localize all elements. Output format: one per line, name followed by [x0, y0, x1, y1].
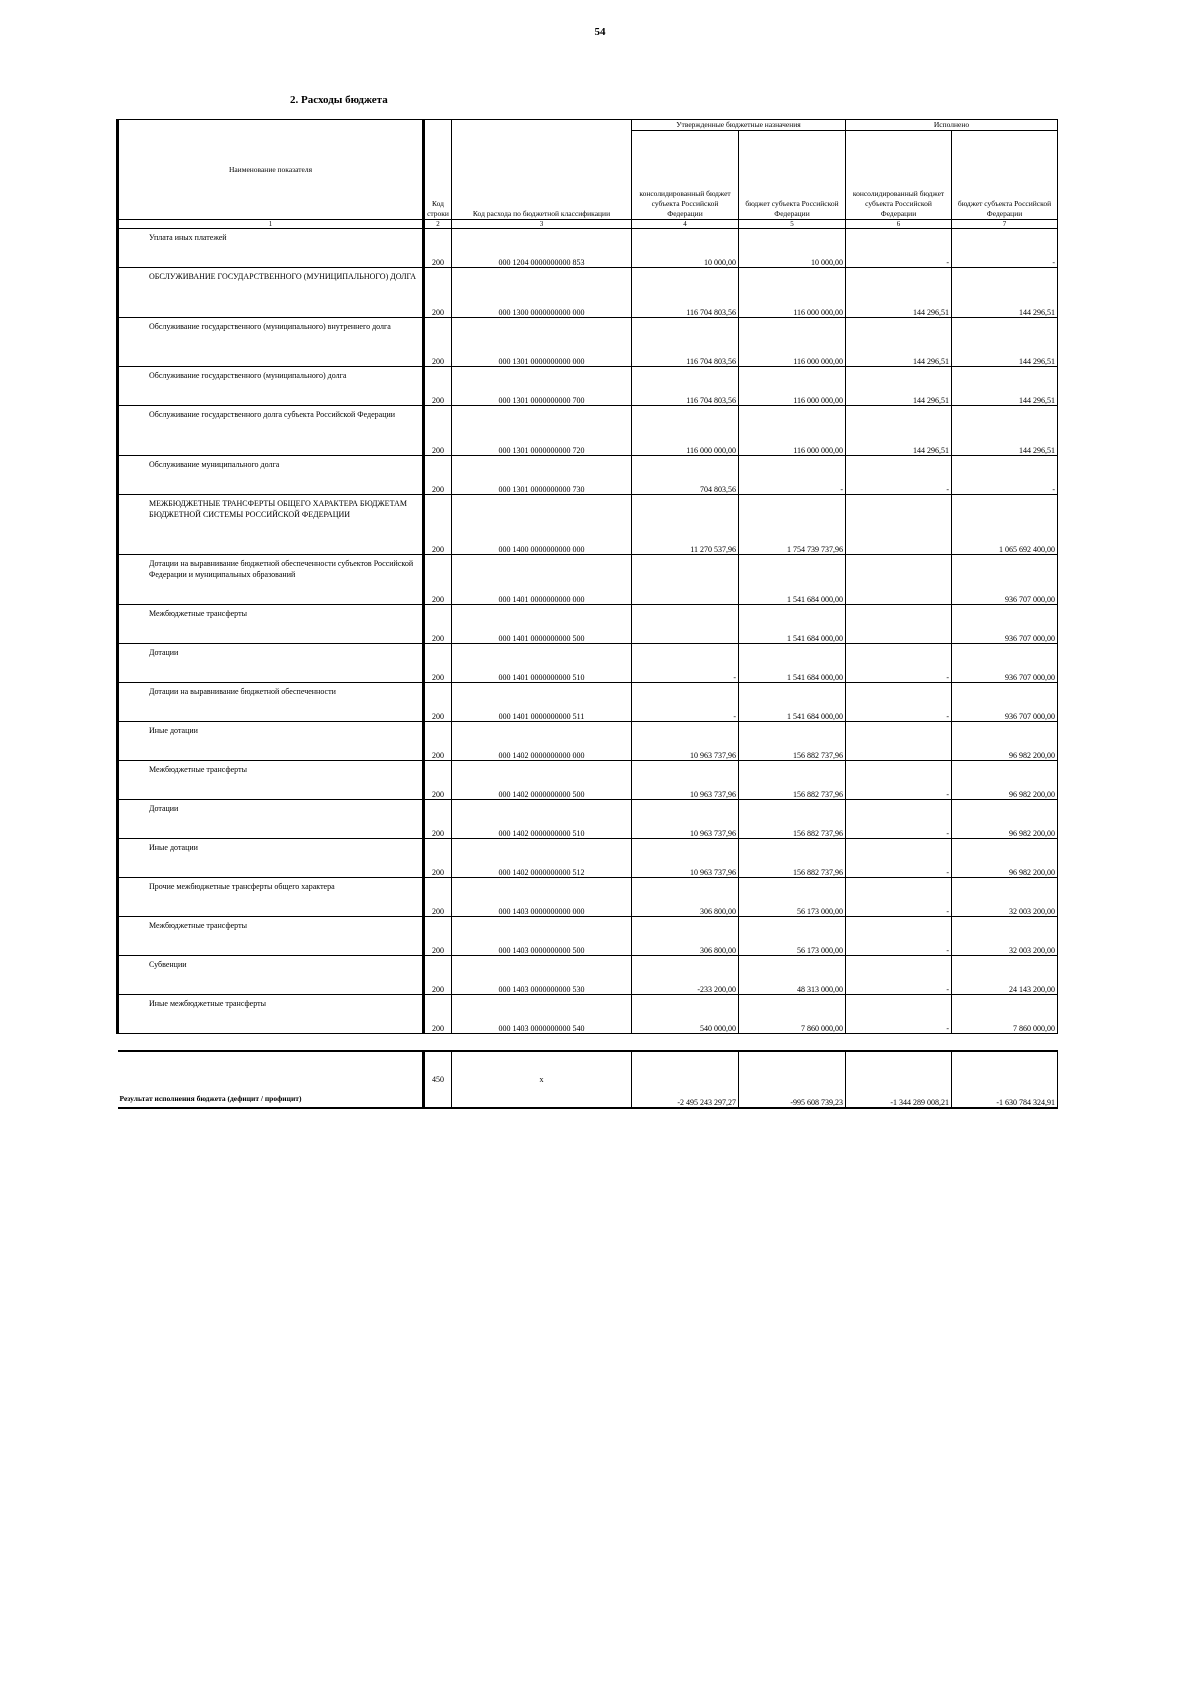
row-approved-subject: 7 860 000,00 [739, 995, 846, 1034]
row-budget-code: 000 1401 0000000000 000 [452, 555, 632, 605]
table-row [118, 318, 1058, 367]
table-row [118, 644, 1058, 683]
row-approved-consolidated: 11 270 537,96 [632, 495, 739, 555]
row-budget-code: 000 1204 0000000000 853 [452, 229, 632, 268]
row-approved-consolidated: 704 803,56 [632, 456, 739, 495]
row-executed-subject: 1 065 692 400,00 [952, 495, 1058, 555]
row-executed-consolidated: - [846, 456, 952, 495]
row-budget-code: 000 1301 0000000000 730 [452, 456, 632, 495]
row-name: Уплата иных платежей [118, 229, 424, 268]
row-line-code: 200 [424, 800, 452, 839]
row-approved-consolidated: 10 000,00 [632, 229, 739, 268]
table-row [118, 605, 1058, 644]
row-approved-subject: 156 882 737,96 [739, 761, 846, 800]
row-budget-code: 000 1403 0000000000 500 [452, 917, 632, 956]
header-budget-code: Код расхода по бюджетной классификации [452, 120, 632, 220]
row-executed-consolidated: - [846, 956, 952, 995]
row-line-code: 200 [424, 644, 452, 683]
row-executed-subject: 96 982 200,00 [952, 839, 1058, 878]
row-name: Дотации на выравнивание бюджетной обеспеченности субъектов Российской Федерации и муниципальных образований [118, 555, 424, 605]
row-executed-consolidated: - [846, 839, 952, 878]
table-row [118, 917, 1058, 956]
row-name: Обслуживание государственного долга субъекта Российской Федерации [118, 406, 424, 456]
result-name: Результат исполнения бюджета (дефицит / профицит) [118, 1051, 424, 1108]
row-budget-code: 000 1301 0000000000 700 [452, 367, 632, 406]
row-budget-code: 000 1402 0000000000 512 [452, 839, 632, 878]
row-approved-consolidated: - [632, 644, 739, 683]
row-approved-subject: 10 000,00 [739, 229, 846, 268]
row-executed-subject: 144 296,51 [952, 268, 1058, 318]
header-group-approved: Утвержденные бюджетные назначения [632, 120, 846, 131]
row-budget-code: 000 1300 0000000000 000 [452, 268, 632, 318]
row-approved-subject: 156 882 737,96 [739, 800, 846, 839]
table-row [118, 839, 1058, 878]
row-name: Межбюджетные трансферты [118, 605, 424, 644]
header-group-executed: Исполнено [846, 120, 1058, 131]
row-name: Межбюджетные трансферты [118, 917, 424, 956]
row-approved-consolidated: 116 704 803,56 [632, 318, 739, 367]
column-numbers-row [118, 220, 1058, 229]
row-approved-subject: 116 000 000,00 [739, 318, 846, 367]
table-row [118, 995, 1058, 1034]
row-budget-code: 000 1401 0000000000 510 [452, 644, 632, 683]
row-name: ОБСЛУЖИВАНИЕ ГОСУДАРСТВЕННОГО (МУНИЦИПАЛЬНОГО) ДОЛГА [118, 268, 424, 318]
column-number: 4 [632, 220, 739, 229]
row-approved-subject: 116 000 000,00 [739, 367, 846, 406]
table-row [118, 406, 1058, 456]
row-line-code: 200 [424, 406, 452, 456]
result-line-code: 450 [424, 1051, 452, 1108]
table-row [118, 495, 1058, 555]
row-name: Дотации [118, 800, 424, 839]
row-line-code: 200 [424, 761, 452, 800]
row-line-code: 200 [424, 555, 452, 605]
result-row [118, 1051, 1058, 1108]
row-line-code: 200 [424, 917, 452, 956]
row-approved-subject: 156 882 737,96 [739, 839, 846, 878]
row-name: Дотации [118, 644, 424, 683]
row-budget-code: 000 1301 0000000000 720 [452, 406, 632, 456]
row-approved-subject: 1 754 739 737,96 [739, 495, 846, 555]
row-approved-consolidated: 10 963 737,96 [632, 761, 739, 800]
table-row [118, 367, 1058, 406]
row-approved-consolidated: 10 963 737,96 [632, 722, 739, 761]
row-budget-code: 000 1401 0000000000 511 [452, 683, 632, 722]
row-approved-subject: 116 000 000,00 [739, 406, 846, 456]
row-executed-consolidated: 144 296,51 [846, 406, 952, 456]
row-name: Иные дотации [118, 839, 424, 878]
row-name: Иные межбюджетные трансферты [118, 995, 424, 1034]
row-executed-subject: 936 707 000,00 [952, 683, 1058, 722]
row-approved-subject: 156 882 737,96 [739, 722, 846, 761]
row-approved-subject: 1 541 684 000,00 [739, 683, 846, 722]
row-executed-subject: 936 707 000,00 [952, 644, 1058, 683]
row-approved-consolidated: 116 000 000,00 [632, 406, 739, 456]
row-approved-subject: 1 541 684 000,00 [739, 555, 846, 605]
row-executed-subject: - [952, 229, 1058, 268]
row-approved-consolidated [632, 605, 739, 644]
row-approved-consolidated: 306 800,00 [632, 917, 739, 956]
row-line-code: 200 [424, 268, 452, 318]
row-executed-subject: 96 982 200,00 [952, 800, 1058, 839]
row-approved-subject: 56 173 000,00 [739, 878, 846, 917]
row-line-code: 200 [424, 995, 452, 1034]
row-approved-subject: - [739, 456, 846, 495]
column-number: 1 [118, 220, 424, 229]
row-name: Межбюджетные трансферты [118, 761, 424, 800]
row-approved-consolidated: - [632, 683, 739, 722]
row-line-code: 200 [424, 605, 452, 644]
row-line-code: 200 [424, 722, 452, 761]
row-name: Прочие межбюджетные трансферты общего характера [118, 878, 424, 917]
header-line-code: Код строки [424, 120, 452, 220]
row-executed-consolidated [846, 605, 952, 644]
row-name: Иные дотации [118, 722, 424, 761]
table-row [118, 456, 1058, 495]
page-number: 54 [594, 26, 606, 38]
table-row [118, 956, 1058, 995]
result-approved-consolidated: -2 495 243 297,27 [632, 1051, 739, 1108]
row-name: Субвенции [118, 956, 424, 995]
result-budget-code: x [452, 1051, 632, 1108]
table-row [118, 555, 1058, 605]
header-approved-subject: бюджет субъекта Российской Федерации [739, 131, 846, 220]
row-approved-consolidated [632, 555, 739, 605]
row-executed-subject: 7 860 000,00 [952, 995, 1058, 1034]
row-approved-consolidated: 116 704 803,56 [632, 367, 739, 406]
row-budget-code: 000 1301 0000000000 000 [452, 318, 632, 367]
header-name: Наименование показателя [118, 120, 424, 220]
result-executed-subject: -1 630 784 324,91 [952, 1051, 1058, 1108]
row-budget-code: 000 1403 0000000000 530 [452, 956, 632, 995]
row-approved-consolidated: -233 200,00 [632, 956, 739, 995]
row-line-code: 200 [424, 495, 452, 555]
row-line-code: 200 [424, 683, 452, 722]
row-executed-subject: - [952, 456, 1058, 495]
row-line-code: 200 [424, 318, 452, 367]
row-approved-subject: 1 541 684 000,00 [739, 644, 846, 683]
row-executed-subject: 144 296,51 [952, 406, 1058, 456]
row-budget-code: 000 1400 0000000000 000 [452, 495, 632, 555]
row-approved-consolidated: 116 704 803,56 [632, 268, 739, 318]
row-name: МЕЖБЮДЖЕТНЫЕ ТРАНСФЕРТЫ ОБЩЕГО ХАРАКТЕРА БЮДЖЕТАМ БЮДЖЕТНОЙ СИСТЕМЫ РОССИЙСКОЙ ФЕДЕРАЦИИ [118, 495, 424, 555]
row-approved-subject: 48 313 000,00 [739, 956, 846, 995]
column-number: 2 [424, 220, 452, 229]
row-line-code: 200 [424, 456, 452, 495]
result-executed-consolidated: -1 344 289 008,21 [846, 1051, 952, 1108]
header-executed-consolidated: консолидированный бюджет субъекта Российской Федерации [846, 131, 952, 220]
table-row [118, 800, 1058, 839]
table-row [118, 878, 1058, 917]
column-number: 7 [952, 220, 1058, 229]
row-executed-subject: 936 707 000,00 [952, 605, 1058, 644]
row-name: Обслуживание государственного (муниципального) внутреннего долга [118, 318, 424, 367]
row-approved-consolidated: 10 963 737,96 [632, 800, 739, 839]
budget-expenses-table [116, 119, 1058, 1109]
row-budget-code: 000 1403 0000000000 000 [452, 878, 632, 917]
row-executed-consolidated: - [846, 917, 952, 956]
row-approved-subject: 1 541 684 000,00 [739, 605, 846, 644]
section-title: 2. Расходы бюджета [290, 94, 388, 106]
row-name: Обслуживание муниципального долга [118, 456, 424, 495]
row-executed-consolidated: - [846, 229, 952, 268]
row-executed-subject: 32 003 200,00 [952, 878, 1058, 917]
row-line-code: 200 [424, 878, 452, 917]
row-executed-consolidated: 144 296,51 [846, 268, 952, 318]
row-executed-subject: 96 982 200,00 [952, 722, 1058, 761]
table-row [118, 268, 1058, 318]
header-executed-subject: бюджет субъекта Российской Федерации [952, 131, 1058, 220]
row-executed-subject: 936 707 000,00 [952, 555, 1058, 605]
column-number: 6 [846, 220, 952, 229]
header-approved-consolidated: консолидированный бюджет субъекта Российской Федерации [632, 131, 739, 220]
row-approved-subject: 116 000 000,00 [739, 268, 846, 318]
row-executed-consolidated: - [846, 800, 952, 839]
row-approved-subject: 56 173 000,00 [739, 917, 846, 956]
row-line-code: 200 [424, 839, 452, 878]
row-executed-consolidated: 144 296,51 [846, 318, 952, 367]
table-row [118, 683, 1058, 722]
row-approved-consolidated: 306 800,00 [632, 878, 739, 917]
row-executed-subject: 144 296,51 [952, 318, 1058, 367]
row-approved-consolidated: 540 000,00 [632, 995, 739, 1034]
row-executed-consolidated: - [846, 878, 952, 917]
row-budget-code: 000 1402 0000000000 000 [452, 722, 632, 761]
row-executed-consolidated: - [846, 761, 952, 800]
row-executed-subject: 144 296,51 [952, 367, 1058, 406]
row-budget-code: 000 1403 0000000000 540 [452, 995, 632, 1034]
row-executed-consolidated [846, 722, 952, 761]
row-name: Обслуживание государственного (муниципального) долга [118, 367, 424, 406]
row-executed-consolidated: 144 296,51 [846, 367, 952, 406]
row-name: Дотации на выравнивание бюджетной обеспеченности [118, 683, 424, 722]
row-executed-consolidated: - [846, 995, 952, 1034]
row-executed-consolidated: - [846, 683, 952, 722]
row-line-code: 200 [424, 367, 452, 406]
row-executed-consolidated: - [846, 644, 952, 683]
result-approved-subject: -995 608 739,23 [739, 1051, 846, 1108]
column-number: 3 [452, 220, 632, 229]
table-row [118, 761, 1058, 800]
row-executed-consolidated [846, 495, 952, 555]
table-row [118, 229, 1058, 268]
row-line-code: 200 [424, 229, 452, 268]
spacer-row [118, 1034, 1058, 1052]
row-budget-code: 000 1402 0000000000 510 [452, 800, 632, 839]
row-approved-consolidated: 10 963 737,96 [632, 839, 739, 878]
row-budget-code: 000 1401 0000000000 500 [452, 605, 632, 644]
row-budget-code: 000 1402 0000000000 500 [452, 761, 632, 800]
row-executed-subject: 24 143 200,00 [952, 956, 1058, 995]
row-executed-consolidated [846, 555, 952, 605]
row-executed-subject: 32 003 200,00 [952, 917, 1058, 956]
table-row [118, 722, 1058, 761]
row-line-code: 200 [424, 956, 452, 995]
row-executed-subject: 96 982 200,00 [952, 761, 1058, 800]
column-number: 5 [739, 220, 846, 229]
